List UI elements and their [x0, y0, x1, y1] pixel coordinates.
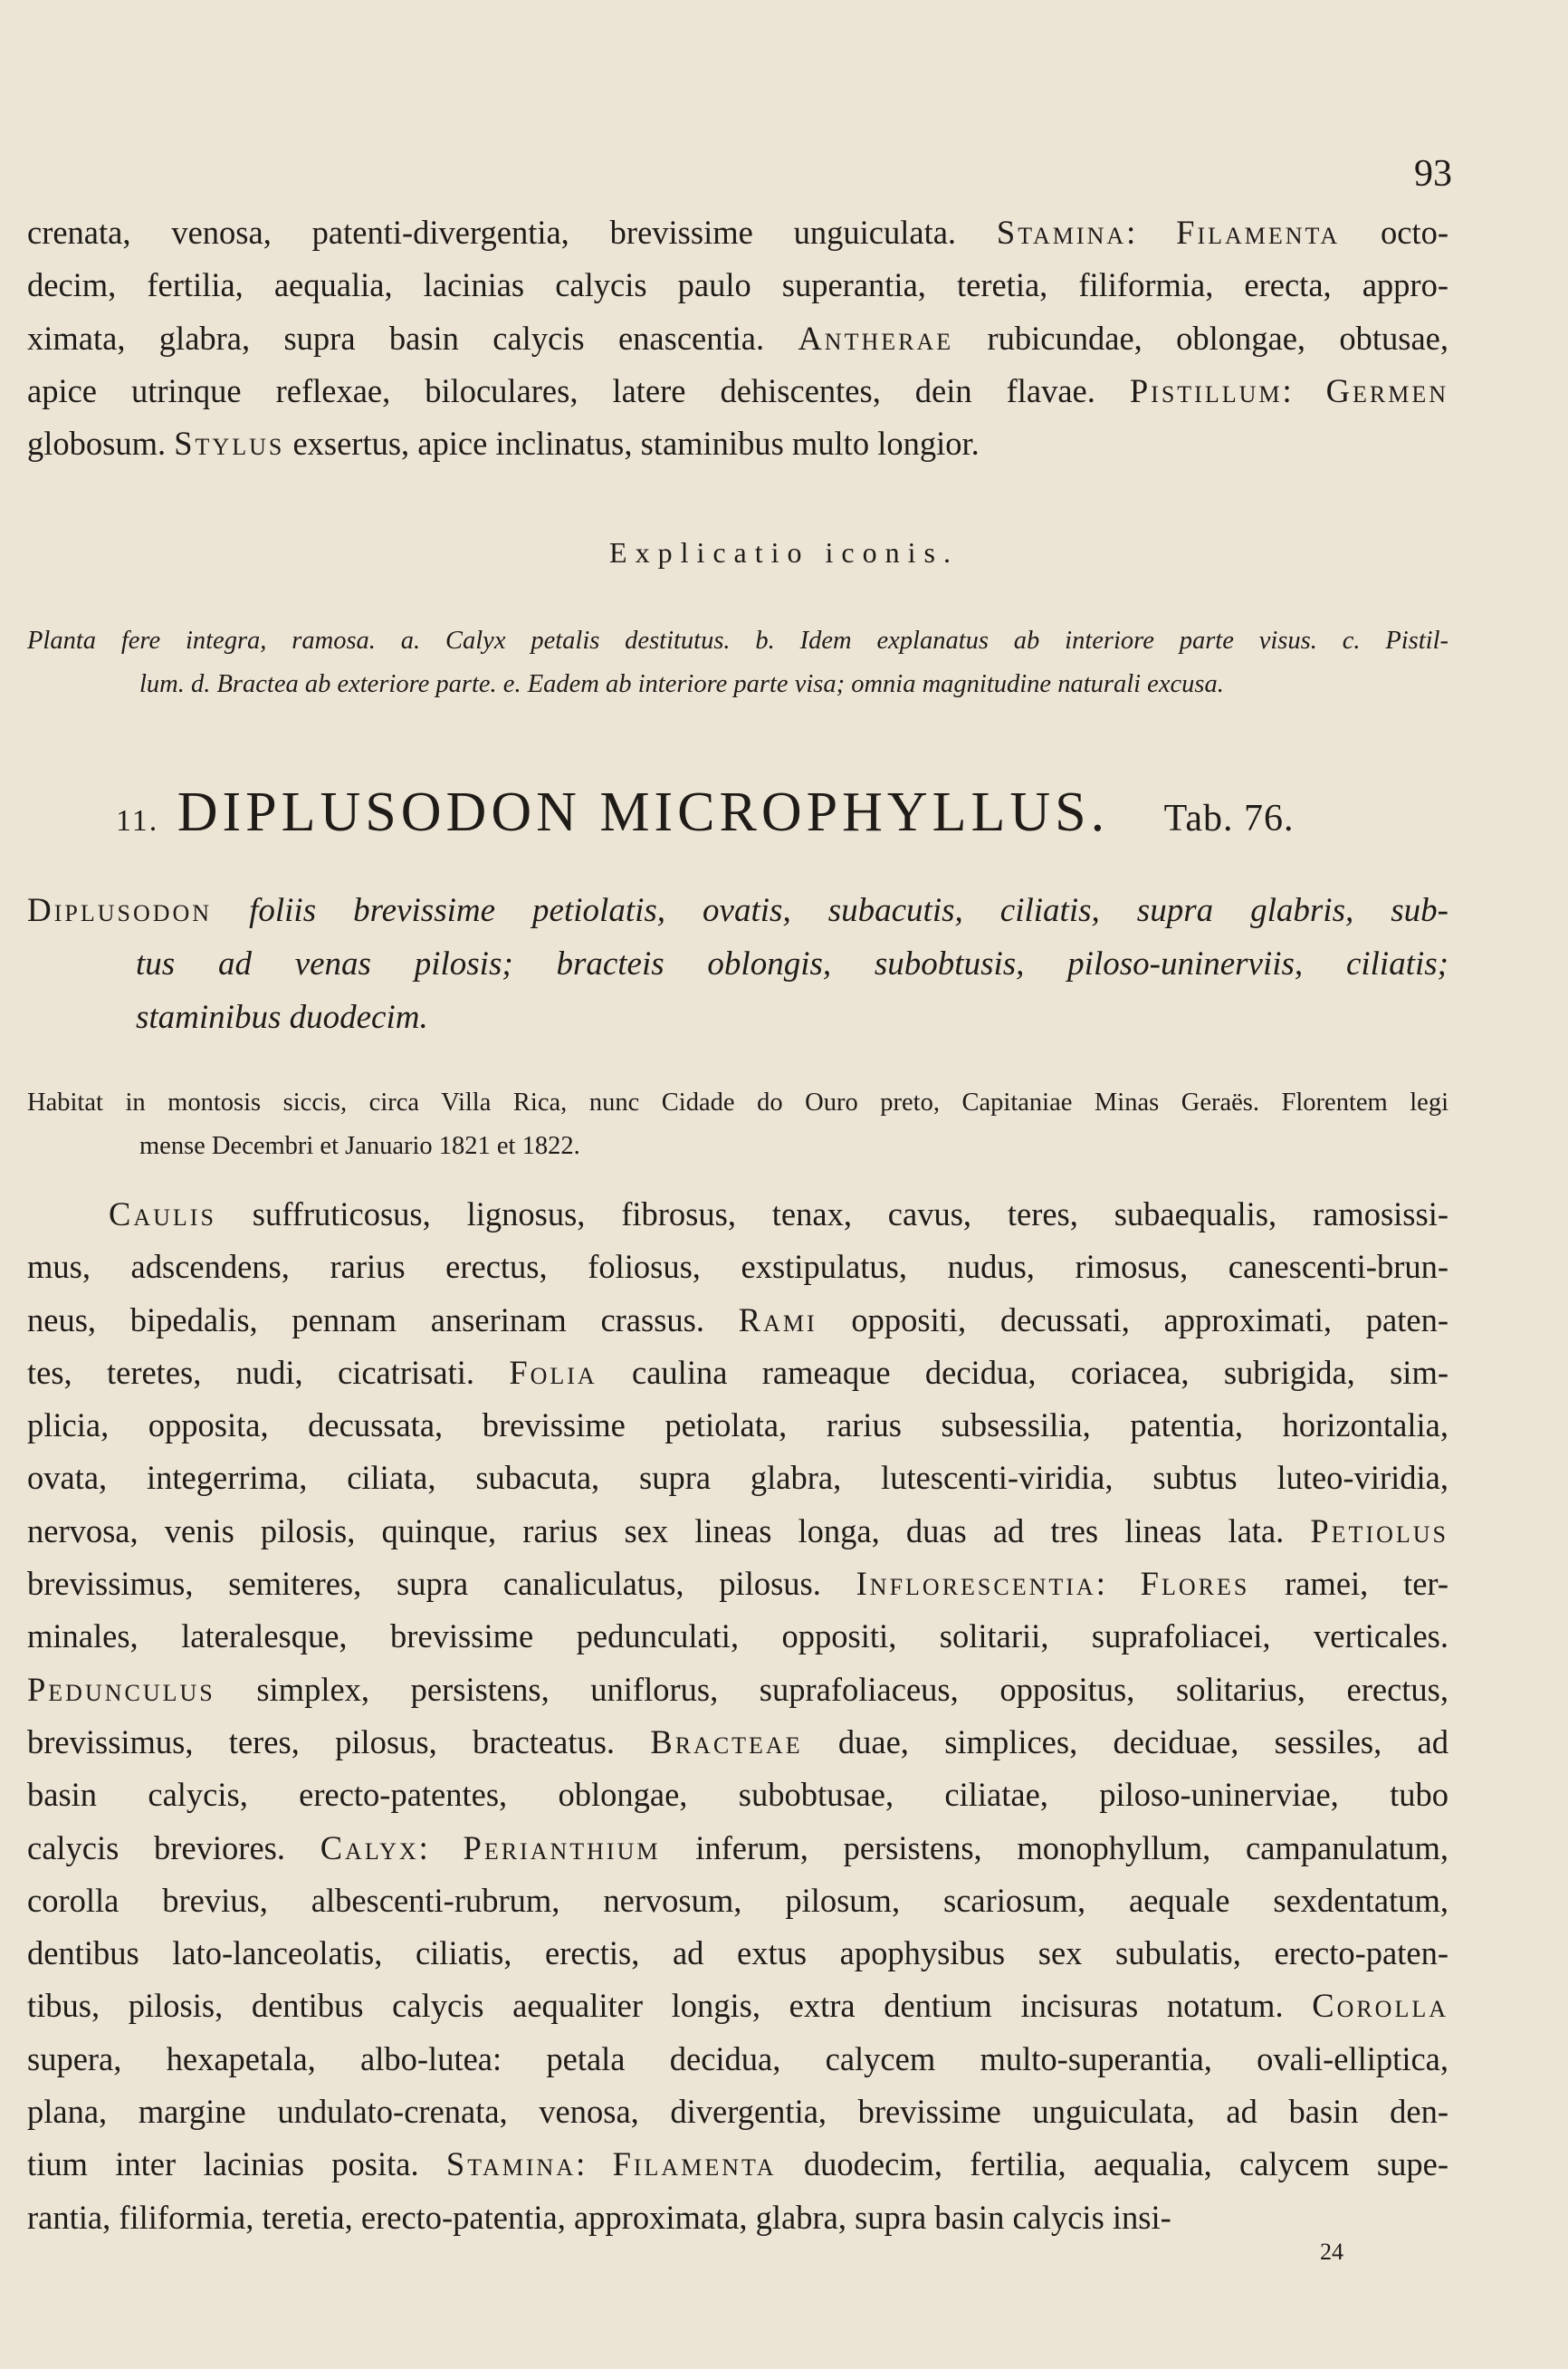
text-run: exsertus, apice inclinatus, staminibus multo longior. — [284, 425, 980, 463]
text-run: : — [576, 2145, 613, 2183]
text-run: apice utrinque reflexae, biloculares, latere dehiscentes, dein flavae. — [27, 371, 1130, 409]
text-run: ximata, glabra, supra basin calycis enascentia. — [27, 319, 798, 357]
signature-mark: 24 — [1320, 2239, 1343, 2265]
text-run: plana, margine undulato-crenata, venosa, divergentia, brevissime unguiculata, ad basin den- — [27, 2093, 1448, 2131]
term-smallcaps: Filamenta — [1176, 214, 1341, 251]
text-run: caulina rameaque decidua, coriacea, subrigida, sim- — [597, 1353, 1448, 1391]
text-run: duae, simplices, deciduae, sessiles, ad — [802, 1722, 1448, 1760]
text-line — [27, 2086, 1448, 2138]
text-line — [27, 1822, 1448, 1875]
text-run: corolla brevius, albescenti-rubrum, nervosum, pilosum, scariosum, aequale sexdentatum, — [27, 1881, 1448, 1919]
diagnosis-line: foliis brevissime petiolatis, ovatis, subacutis, ciliatis, supra glabris, sub- — [212, 892, 1448, 929]
text-line — [27, 1188, 1448, 1241]
term-smallcaps: Stamina — [445, 2145, 577, 2183]
text-run: : — [1095, 1565, 1141, 1603]
text-run: basin calycis, erecto-patentes, oblongae, subobtusae, ciliatae, piloso-uninerviae, tubo — [27, 1776, 1448, 1814]
term-smallcaps: Stylus — [174, 425, 285, 463]
term-smallcaps: Calyx — [320, 1828, 419, 1866]
text-line — [27, 1505, 1448, 1558]
text-run: suffruticosus, lignosus, fibrosus, tenax, cavus, teres, subaequalis, ramosissi- — [215, 1195, 1448, 1232]
term-smallcaps: Corolla — [1312, 1987, 1448, 2025]
term-smallcaps: Caulis — [109, 1195, 216, 1232]
explanation-line: Planta fere integra, ramosa. a. Calyx petalis destitutus. b. Idem explanatus ab interiore parte visus. c. Pistil- — [27, 627, 1448, 655]
text-run: tibus, pilosis, dentibus calycis aequaliter longis, extra dentium incisuras notatum. — [27, 1987, 1313, 2025]
text-line — [27, 259, 1448, 312]
text-run: globosum. — [27, 425, 175, 463]
text-run: plicia, opposita, decussata, brevissime petiolata, rarius subsessilia, patentia, horizontalia, — [27, 1406, 1448, 1444]
genus-name: Diplusodon — [27, 892, 213, 929]
habitat-note — [27, 1081, 1448, 1168]
plate-reference: Tab. 76. — [1163, 798, 1295, 839]
text-run: minales, lateralesque, brevissime pedunculati, oppositi, solitarii, suprafoliacei, verticales. — [27, 1617, 1448, 1655]
text-run: crenata, venosa, patenti-divergentia, brevissime unguiculata. — [27, 214, 997, 251]
text-run: ovata, integerrima, ciliata, subacuta, supra glabra, lutescenti-viridia, subtus luteo-viridia, — [27, 1459, 1448, 1497]
term-smallcaps: Stamina — [996, 214, 1127, 251]
text-run: mus, adscendens, rarius erectus, foliosus, exstipulatus, nudus, rimosus, canescenti-brun- — [27, 1248, 1448, 1286]
species-number: 11. — [116, 804, 159, 838]
text-run: ramei, ter- — [1249, 1565, 1448, 1603]
text-line — [27, 2192, 1448, 2244]
text-run: oppositi, decussati, approximati, paten- — [817, 1300, 1449, 1338]
text-run: tium inter lacinias posita. — [27, 2145, 446, 2183]
text-line — [27, 206, 1448, 259]
text-run: octo- — [1340, 214, 1448, 251]
text-line — [27, 1399, 1448, 1452]
term-smallcaps: Petiolus — [1310, 1511, 1448, 1549]
text-run: dentibus lato-lanceolatis, ciliatis, erectis, ad extus apophysibus sex subulatis, erecto-paten- — [27, 1934, 1448, 1972]
term-smallcaps: Bracteae — [650, 1722, 803, 1760]
description-paragraph — [27, 1188, 1448, 2244]
text-line — [27, 1241, 1448, 1293]
text-line — [27, 1294, 1448, 1347]
explicatio-heading: Explicatio iconis. — [609, 536, 959, 569]
text-run: : — [418, 1828, 464, 1866]
habitat-line: mense Decembri et Januario 1821 et 1822. — [139, 1132, 580, 1160]
diagnosis-line: tus ad venas pilosis; bracteis oblongis, subobtusis, piloso-uninerviis, ciliatis; — [136, 945, 1448, 983]
term-smallcaps: Pedunculus — [27, 1670, 215, 1708]
text-run: nervosa, venis pilosis, quinque, rarius sex lineas longa, duas ad tres lineas lata. — [27, 1511, 1311, 1549]
text-line — [27, 1664, 1448, 1716]
text-run: duodecim, fertilia, aequalia, calycem supe- — [776, 2145, 1448, 2183]
text-run: inferum, persistens, monophyllum, campanulatum, — [660, 1828, 1448, 1866]
text-line — [27, 1347, 1448, 1399]
habitat-line: Habitat in montosis siccis, circa Villa Rica, nunc Cidade do Ouro preto, Capitaniae Minas Geraës. Florentem legi — [27, 1089, 1448, 1117]
text-run: : — [1126, 214, 1177, 251]
text-line — [27, 1980, 1448, 2032]
species-name: DIPLUSODON MICROPHYLLUS. — [177, 782, 1110, 843]
diagnosis-line: staminibus duodecim. — [136, 999, 428, 1036]
text-run: brevissimus, teres, pilosus, bracteatus. — [27, 1722, 651, 1760]
text-run: rubicundae, oblongae, obtusae, — [953, 319, 1449, 357]
text-line — [27, 2033, 1448, 2086]
term-smallcaps: Filamenta — [612, 2145, 777, 2183]
text-run: neus, bipedalis, pennam anserinam crassus. — [27, 1300, 739, 1338]
term-smallcaps: Inflorescentia — [856, 1565, 1096, 1603]
paragraph-continuation — [27, 206, 1448, 470]
term-smallcaps: Germen — [1325, 371, 1448, 409]
term-smallcaps: Flores — [1140, 1565, 1250, 1603]
page-number: 93 — [1414, 153, 1452, 195]
term-smallcaps: Rami — [738, 1300, 817, 1338]
text-run: simplex, persistens, uniflorus, suprafoliaceus, oppositus, solitarius, erectus, — [215, 1670, 1448, 1708]
text-line — [27, 312, 1448, 365]
text-run: decim, fertilia, aequalia, lacinias calycis paulo superantia, teretia, filiformia, erecta, appro- — [27, 266, 1448, 304]
text-run: brevissimus, semiteres, supra canaliculatus, pilosus. — [27, 1565, 856, 1603]
term-smallcaps: Perianthium — [463, 1828, 661, 1866]
text-line — [27, 417, 1448, 470]
text-line — [27, 365, 1448, 417]
text-line — [27, 1875, 1448, 1927]
text-run: calycis breviores. — [27, 1828, 320, 1866]
text-run: tes, teretes, nudi, cicatrisati. — [27, 1353, 510, 1391]
text-run: : — [1282, 371, 1326, 409]
explanation-line: lum. d. Bractea ab exteriore parte. e. Eadem ab interiore parte visa; omnia magnitudine naturali excusa. — [139, 670, 1224, 698]
species-heading — [116, 781, 1295, 845]
species-diagnosis — [27, 884, 1448, 1044]
text-line — [27, 1610, 1448, 1663]
text-line — [27, 1927, 1448, 1980]
term-smallcaps: Folia — [509, 1353, 598, 1391]
text-run: supera, hexapetala, albo-lutea: petala decidua, calycem multo-superantia, ovali-elliptica, — [27, 2039, 1448, 2077]
text-line — [27, 1716, 1448, 1769]
text-line — [27, 1452, 1448, 1504]
figure-explanation — [27, 619, 1448, 706]
text-run: rantia, filiformia, teretia, erecto-patentia, approximata, glabra, supra basin calycis insi- — [27, 2198, 1171, 2236]
text-line — [27, 2138, 1448, 2191]
term-smallcaps: Pistillum — [1129, 371, 1283, 409]
text-line — [27, 1558, 1448, 1610]
text-line — [27, 1769, 1448, 1821]
term-smallcaps: Antherae — [798, 319, 954, 357]
